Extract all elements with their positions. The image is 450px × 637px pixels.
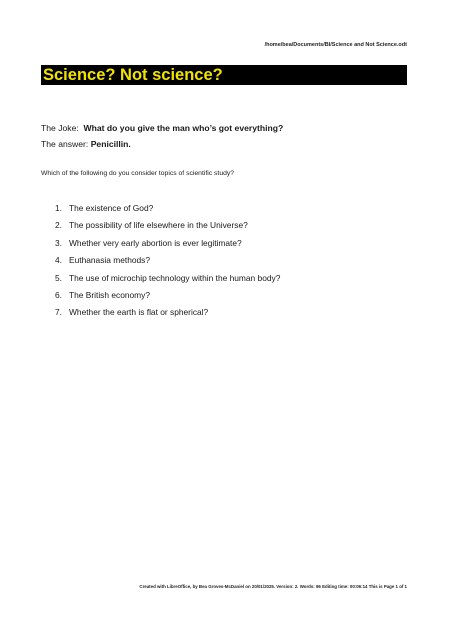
answer-line: [41, 136, 283, 152]
list-item-number: 5.: [55, 272, 62, 283]
list-item-number: 6.: [55, 290, 62, 301]
list-item-text: The use of microchip technology within the human body?: [69, 272, 281, 283]
list-item: [55, 235, 280, 252]
title-banner: [41, 65, 407, 85]
file-path-header: /home/bea/Documents/BI/Science and Not Science.odt: [264, 42, 407, 48]
document-footer: Created with LibreOffice, by Bea Groves-McDaniel on 20/01/2025. Version: 2. Words: 96 Editing time: 00:06:14 This is Page 1 of 1: [139, 584, 407, 589]
joke-line: [41, 120, 283, 136]
list-item-number: 3.: [55, 237, 62, 248]
answer-text: Penicillin.: [90, 139, 131, 149]
list-item: [55, 304, 280, 321]
list-item: [55, 287, 280, 304]
answer-label: The answer:: [41, 139, 89, 149]
list-item-number: 2.: [55, 220, 62, 231]
list-item-text: Whether the earth is flat or spherical?: [69, 307, 209, 318]
list-item-text: The possibility of life elsewhere in the Universe?: [69, 220, 248, 231]
list-item: [55, 200, 280, 217]
joke-label: The Joke:: [41, 123, 79, 133]
list-item-number: 1.: [55, 203, 62, 213]
list-item-text: Euthanasia methods?: [69, 255, 151, 266]
list-item-number: 7.: [55, 307, 62, 318]
topic-list: [55, 200, 280, 322]
list-item: [55, 252, 280, 269]
question-prompt: Which of the following do you consider topics of scientific study?: [41, 170, 235, 177]
list-item-text: The existence of God?: [69, 203, 154, 213]
page-title: Science? Not science?: [43, 66, 223, 84]
list-item-number: 4.: [55, 255, 62, 266]
joke-block: [41, 120, 283, 152]
joke-text: What do you give the man who’s got everything?: [83, 123, 284, 133]
list-item: [55, 217, 280, 234]
list-item: [55, 270, 280, 287]
list-item-text: Whether very early abortion is ever legitimate?: [69, 237, 242, 248]
list-item-text: The British economy?: [69, 290, 150, 301]
